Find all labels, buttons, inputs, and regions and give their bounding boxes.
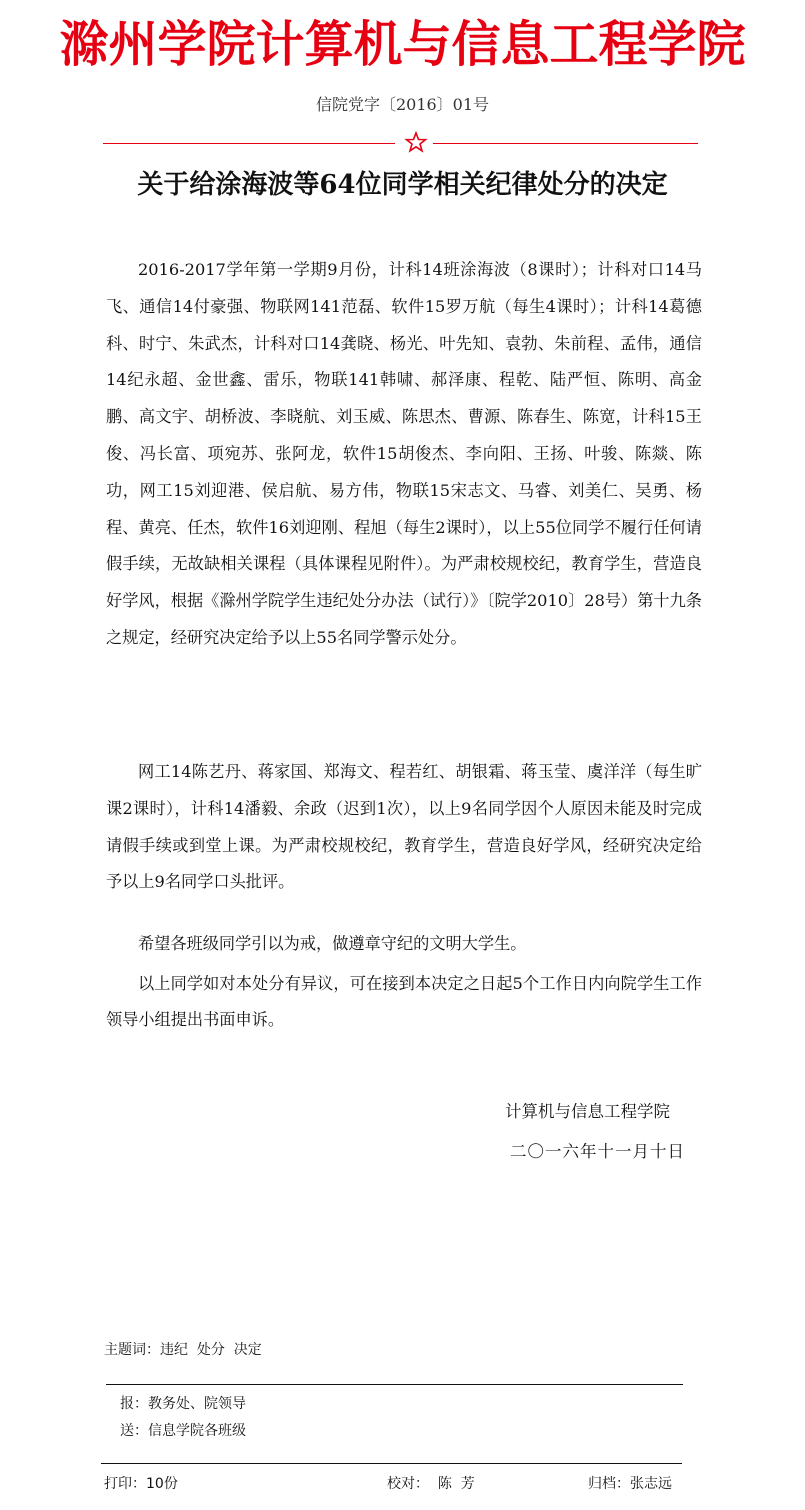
institution-header: 滁州学院计算机与信息工程学院 <box>59 15 746 73</box>
document-title: 关于给涂海波等64位同学相关纪律处分的决定 <box>137 170 668 200</box>
report-to: 报：教务处、院领导 <box>120 1396 246 1412</box>
signature-org: 计算机与信息工程学院 <box>505 1102 670 1121</box>
star-icon <box>402 128 430 156</box>
separator-line-right <box>433 143 698 144</box>
proofreader: 校对： 陈 芳 <box>387 1476 475 1492</box>
body-paragraph-3: 希望各班级同学引以为戒，做遵章守纪的文明大学生。 <box>138 934 527 953</box>
separator-line-left <box>103 143 395 144</box>
body-paragraph-4: 以上同学如对本处分有异议，可在接到本决定之日起5个工作日内向院学生工作领导小组提出书面申诉。 <box>106 974 702 1029</box>
document-number: 信院党字〔2016〕01号 <box>315 95 490 114</box>
print-copies: 打印：10份 <box>104 1476 178 1492</box>
body-paragraph-1: 2016-2017学年第一学期9月份，计科14班涂海波（8课时）；计科对口14马飞、通信14付豪强、物联网141范磊、软件15罗万航（每生4课时）；计科14葛德科、时宁、朱武杰，计科对口14龚晓、杨光、叶先知、袁勃、朱前程、孟伟，通信14纪永超、金世鑫、雷乐，物联141韩啸、郝泽康、程乾、陆严恒、陈明、高金鹏、高文宇、胡桥波、李晓航、刘玉威、陈思杰、曹源、陈春生、陈宽，计科15王俊、冯长富、项宛苏、张阿龙，软件15胡俊杰、李向阳、王扬、叶骏、陈燚、陈功，网工15刘迎港、侯启航、易方伟，物联15宋志文、马睿、刘美仁、吴勇、杨程、黄亮、任杰，软件16刘迎刚、程旭（每生2课时），以上55位同学不履行任何请假手续，无故缺相关课程（具体课程见附件）。为严肃校规校纪，教育学生，营造良好学风，根据《滁州学院学生违纪处分办法（试行）》〔院学2010〕28号）第十九条之规定，经研究决定给予以上55名同学警示处分。 <box>106 260 702 647</box>
signature-date: 二〇一六年十一月十日 <box>510 1142 685 1161</box>
subject-keywords: 主题词：违纪 处分 决定 <box>104 1342 262 1358</box>
send-to: 送：信息学院各班级 <box>120 1423 246 1439</box>
footer-divider-top <box>106 1384 683 1385</box>
footer-divider-bottom <box>101 1463 682 1464</box>
body-paragraph-2: 网工14陈艺丹、蒋家国、郑海文、程若红、胡银霜、蒋玉莹、虞洋洋（每生旷课2课时），计科14潘毅、余政（迟到1次），以上9名同学因个人原因未能及时完成请假手续或到堂上课。为严肃校规校纪，教育学生，营造良好学风，经研究决定给予以上9名同学口头批评。 <box>106 762 702 892</box>
archivist: 归档：张志远 <box>588 1476 672 1492</box>
